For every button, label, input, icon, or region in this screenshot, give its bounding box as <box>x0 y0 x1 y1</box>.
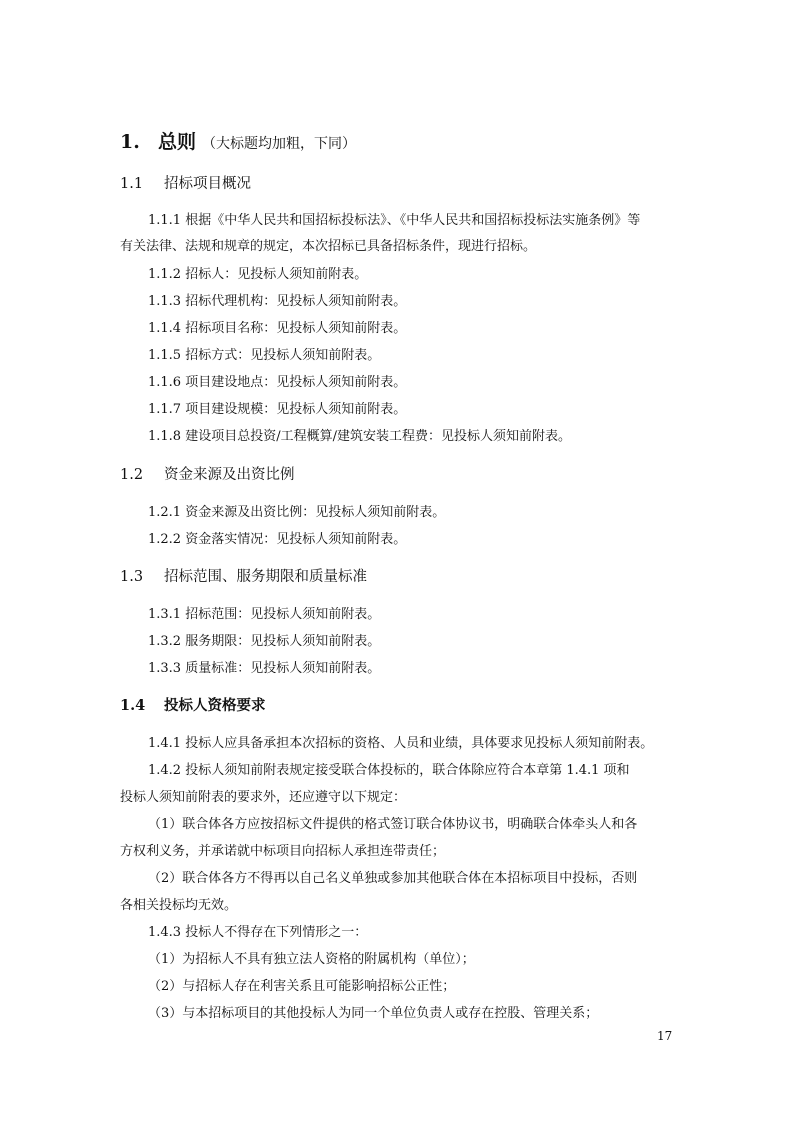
subsection-number: 1.2 <box>120 467 144 483</box>
paragraph-1-1-8: 1.1.8 建设项目总投资/工程概算/建筑安装工程费：见投标人须知前附表。 <box>148 429 571 444</box>
subsection-title: 资金来源及出资比例 <box>164 467 295 483</box>
list-item-1-4-2-2-line-1: （2）联合体各方不得再以自己名义单独或参加其他联合体在本招标项目中投标，否则 <box>148 871 638 886</box>
section-note: （大标题均加粗，下同） <box>202 136 357 152</box>
subsection-heading-1-2 <box>120 465 295 485</box>
list-item-1-4-3-2: （2）与招标人存在利害关系且可能影响招标公正性； <box>148 979 456 994</box>
paragraph-1-2-2: 1.2.2 资金落实情况：见投标人须知前附表。 <box>148 532 407 547</box>
paragraph-1-1-5: 1.1.5 招标方式：见投标人须知前附表。 <box>148 348 381 363</box>
paragraph-1-4-2-line-1: 1.4.2 投标人须知前附表规定接受联合体投标的，联合体除应符合本章第 1.4.1 项和 <box>148 763 630 778</box>
paragraph-1-1-1-line-2: 有关法律、法规和规章的规定，本次招标已具备招标条件，现进行招标。 <box>120 239 537 254</box>
paragraph-1-1-3: 1.1.3 招标代理机构：见投标人须知前附表。 <box>148 294 407 309</box>
section-title: 总则 <box>158 131 197 153</box>
paragraph-1-4-2-line-2: 投标人须知前附表的要求外，还应遵守以下规定： <box>120 790 407 805</box>
list-item-1-4-3-1: （1）为招标人不具有独立法人资格的附属机构（单位）； <box>148 952 475 967</box>
paragraph-1-1-1-line-1: 1.1.1 根据《中华人民共和国招标投标法》、《中华人民共和国招标投标法实施条例》等 <box>148 213 641 228</box>
subsection-heading-1-3 <box>120 567 367 587</box>
paragraph-1-2-1: 1.2.1 资金来源及出资比例：见投标人须知前附表。 <box>148 505 446 520</box>
paragraph-1-1-7: 1.1.7 项目建设规模：见投标人须知前附表。 <box>148 402 407 417</box>
list-item-1-4-2-1-line-1: （1）联合体各方应按招标文件提供的格式签订联合体协议书，明确联合体牵头人和各 <box>148 817 638 832</box>
section-number: 1. <box>120 131 140 153</box>
subsection-title: 投标人资格要求 <box>164 697 266 714</box>
paragraph-1-4-1: 1.4.1 投标人应具备承担本次招标的资格、人员和业绩，具体要求见投标人须知前附表。 <box>148 736 654 751</box>
subsection-heading-1-1 <box>120 174 251 194</box>
paragraph-1-3-3: 1.3.3 质量标准：见投标人须知前附表。 <box>148 661 381 676</box>
list-item-1-4-2-2-line-2: 各相关投标均无效。 <box>120 898 238 913</box>
list-item-1-4-3-3: （3）与本招标项目的其他投标人为同一个单位负责人或存在控股、管理关系； <box>148 1006 599 1021</box>
paragraph-1-1-6: 1.1.6 项目建设地点：见投标人须知前附表。 <box>148 375 407 390</box>
page-number: 17 <box>657 1029 673 1043</box>
section-heading <box>120 130 356 156</box>
subsection-title: 招标范围、服务期限和质量标准 <box>164 569 367 585</box>
paragraph-1-3-1: 1.3.1 招标范围：见投标人须知前附表。 <box>148 607 381 622</box>
paragraph-1-1-4: 1.1.4 招标项目名称：见投标人须知前附表。 <box>148 321 407 336</box>
paragraph-1-1-2: 1.1.2 招标人：见投标人须知前附表。 <box>148 267 368 282</box>
list-item-1-4-2-1-line-2: 方权利义务，并承诺就中标项目向招标人承担连带责任； <box>120 844 446 859</box>
subsection-title: 招标项目概况 <box>164 176 251 192</box>
subsection-number: 1.4 <box>120 697 146 714</box>
subsection-number: 1.1 <box>120 176 144 192</box>
paragraph-1-4-3: 1.4.3 投标人不得存在下列情形之一： <box>148 925 368 940</box>
subsection-heading-1-4 <box>120 696 266 716</box>
paragraph-1-3-2: 1.3.2 服务期限：见投标人须知前附表。 <box>148 634 381 649</box>
subsection-number: 1.3 <box>120 569 144 585</box>
